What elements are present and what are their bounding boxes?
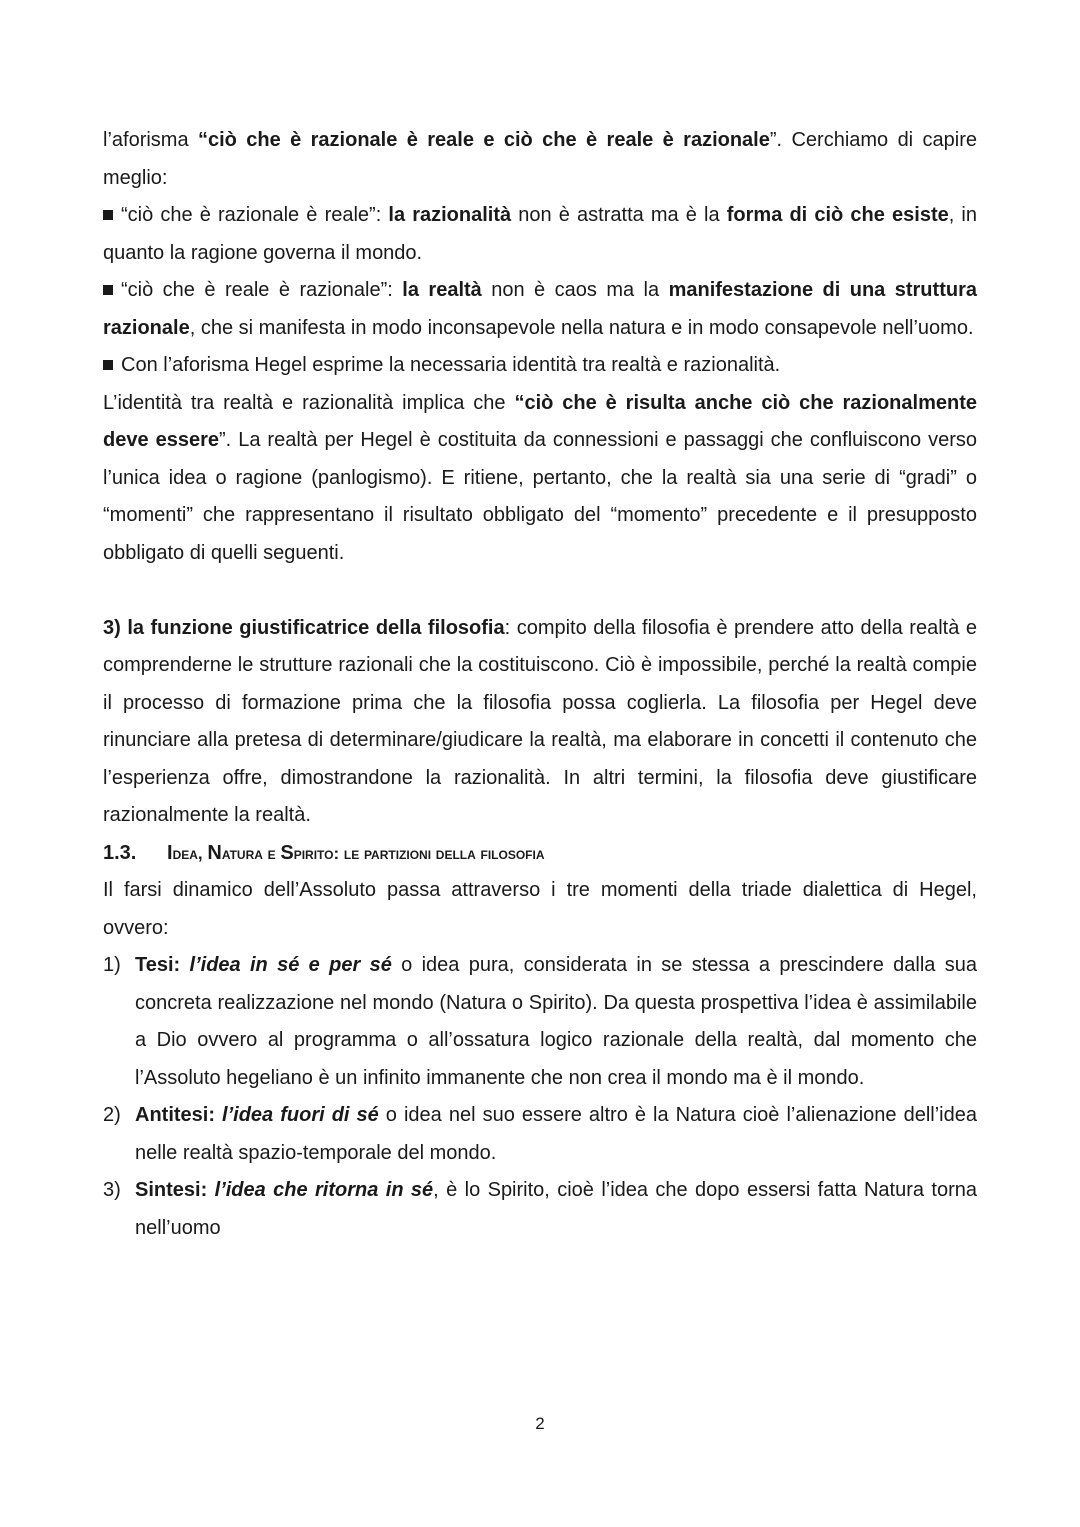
- text: , è lo Spirito, cioè l’idea che dopo essersi fatta Natura torna nell’uomo: [135, 1179, 978, 1239]
- bullet-item-identita: [103, 347, 977, 385]
- square-bullet-icon: [103, 360, 113, 370]
- square-bullet-icon: [103, 285, 113, 295]
- bold-text: Sintesi:: [135, 1179, 215, 1201]
- bullet-item-razionale-reale: [103, 197, 977, 272]
- bold-text: “ciò che è risulta anche ciò che razionalmente deve essere: [103, 391, 977, 451]
- text: Con l’aforisma Hegel esprime la necessaria identità tra realtà e razionalità.: [121, 354, 781, 376]
- bold-text: forma di ciò che esiste: [726, 204, 949, 226]
- text: , in quanto la ragione governa il mondo.: [103, 204, 977, 264]
- bold-text: Antitesi:: [135, 1104, 223, 1126]
- text: L’identità tra realtà e razionalità implica che: [103, 391, 515, 414]
- paragraph-spacer: [103, 572, 977, 610]
- list-item: [103, 1172, 977, 1247]
- list-item: [103, 1097, 977, 1172]
- section-heading: [103, 835, 977, 873]
- list-marker: 1): [103, 954, 121, 976]
- text: : compito della filosofia è prendere atto della realtà e comprenderne le strutture razionali che la costituiscono. Ciò è impossibile, perché la realtà compie il processo di formazione prima che la filosofia possa coglierla. La filosofia per Hegel deve rinunciare alla pretesa di determinare/giudicare la realtà, ma elaborare in concetti il contenuto che l’esperienza offre, dimostrandone la razionalità. In altri termini, la filosofia deve giustificare razionalmente la realtà.: [103, 616, 977, 826]
- page-number: 2: [535, 1414, 545, 1433]
- triade-list: [103, 947, 977, 1247]
- bold-italic-text: l’idea che ritorna in sé: [214, 1179, 434, 1201]
- bold-text: 3) la funzione giustificatrice della filosofia: [103, 616, 505, 639]
- text: ”. Cerchiamo di capire meglio:: [103, 129, 977, 189]
- text: o idea pura, considerata in se stessa a prescindere dalla sua concreta realizzazione nel mondo (Natura o Spirito). Da questa prospettiva l’idea è assimilabile a Dio ovvero al programma o all’ossatura logico razionale della realtà, dal momento che l’Assoluto hegeliano è un infinito immanente che non crea il mondo ma è il mondo.: [135, 954, 977, 1089]
- bold-text: manifestazione di una struttura razionale: [103, 279, 977, 339]
- paragraph-triade: [103, 872, 977, 947]
- text: o idea nel suo essere altro è la Natura cioè l’alienazione dell’idea nelle realtà spazio-temporale del mondo.: [135, 1104, 977, 1164]
- text: non è caos ma la: [481, 279, 669, 301]
- text: ”. La realtà per Hegel è costituita da connessioni e passaggi che confluiscono verso l’unica idea o ragione (panlogismo). E ritiene, pertanto, che la realtà sia una serie di “gradi” o “momenti” che rappresentano il risultato obbligato del “momento” precedente e il presupposto obbligato di quelli seguenti.: [103, 429, 977, 564]
- square-bullet-icon: [103, 210, 113, 220]
- list-marker: 3): [103, 1179, 121, 1201]
- bold-italic-text: l’idea fuori di sé: [222, 1104, 379, 1126]
- list-item: [103, 947, 977, 1097]
- text: “ciò che è razionale è reale”:: [121, 204, 389, 226]
- list-marker: 2): [103, 1104, 121, 1126]
- heading-text: dea,: [172, 843, 208, 863]
- heading-text: atura e: [221, 843, 281, 863]
- text: , che si manifesta in modo inconsapevole nella natura e in modo consapevole nell’uomo.: [189, 316, 974, 339]
- paragraph-funzione-giustificatrice: [103, 610, 977, 835]
- heading-initial: I: [167, 841, 173, 864]
- paragraph-aforisma: [103, 122, 977, 197]
- paragraph-identita: [103, 385, 977, 573]
- text: l’aforisma: [103, 129, 198, 151]
- text: non è astratta ma è la: [511, 204, 727, 226]
- text: “ciò che è reale è razionale”:: [121, 279, 403, 301]
- bold-text: la realtà: [402, 279, 482, 301]
- page-body: [103, 122, 977, 1247]
- heading-initial: N: [207, 841, 222, 864]
- section-number: 1.3.: [103, 841, 137, 864]
- heading-initial: S: [280, 841, 294, 864]
- bold-text: “ciò che è razionale è reale e ciò che è reale è razionale: [197, 129, 770, 151]
- text: Il farsi dinamico dell’Assoluto passa attraverso i tre momenti della triade dialettica di Hegel, ovvero:: [103, 879, 977, 939]
- bold-text: la razionalità: [388, 204, 512, 226]
- heading-text: pirito: le partizioni della filosofia: [293, 843, 545, 863]
- bullet-item-reale-razionale: [103, 272, 977, 347]
- section-title: [167, 835, 545, 873]
- bold-text: Tesi:: [135, 954, 190, 976]
- bold-italic-text: l’idea in sé e per sé: [189, 954, 392, 976]
